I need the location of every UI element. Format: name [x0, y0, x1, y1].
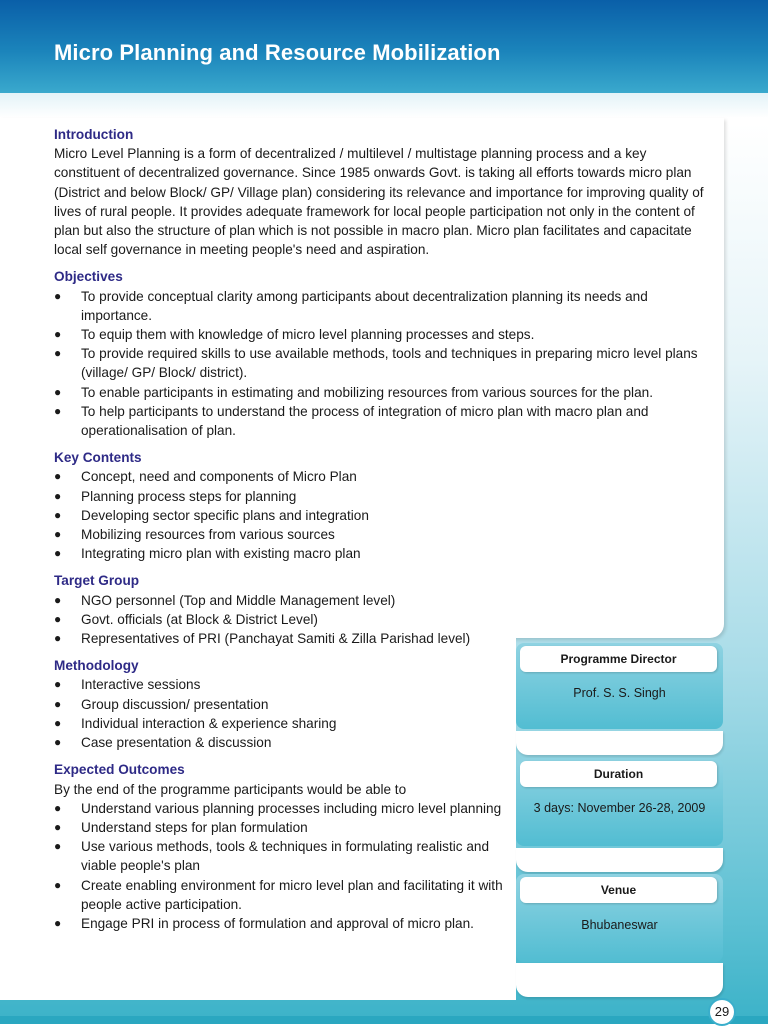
bullet-icon: ●: [54, 346, 62, 361]
bullet-icon: ●: [54, 327, 62, 342]
objectives-list: [54, 287, 704, 441]
list-item: ● Understand steps for plan formulation: [54, 818, 514, 837]
list-item: ● Representatives of PRI (Panchayat Samiti & Zilla Parishad level): [54, 629, 704, 648]
key-contents-list: [54, 467, 704, 563]
list-item: ● NGO personnel (Top and Middle Management level): [54, 591, 704, 610]
bullet-icon: ●: [54, 288, 62, 303]
methodology-list: [54, 675, 704, 752]
bullet-icon: ●: [54, 527, 62, 542]
expected-outcomes-intro: By the end of the programme participants would be able to: [54, 781, 407, 797]
venue-value: Bhubaneswar: [581, 918, 658, 932]
duration-label: Duration: [520, 761, 717, 787]
bullet-icon: ●: [54, 403, 62, 418]
venue-label: Venue: [520, 877, 717, 903]
bullet-icon: ●: [54, 735, 62, 750]
list-item: ● Use various methods, tools & techniques in formulating realistic and viable people's plan: [54, 839, 490, 874]
header-banner: [0, 0, 768, 93]
methodology-heading: Methodology: [54, 658, 139, 674]
list-item: ● Understand various planning processes including micro level planning: [54, 799, 514, 818]
list-item: ● Individual interaction & experience sharing: [54, 714, 704, 733]
list-item: ● Planning process steps for planning: [54, 487, 704, 506]
programme-director-value: Prof. S. S. Singh: [573, 686, 666, 700]
list-item: ● Mobilizing resources from various sources: [54, 525, 704, 544]
list-item: ● Govt. officials (at Block & District Level): [54, 610, 704, 629]
bullet-icon: ●: [54, 611, 62, 626]
list-item: ● To enable participants in estimating and mobilizing resources from various sources for the plan.: [54, 383, 704, 402]
list-item: ● Case presentation & discussion: [54, 733, 704, 752]
target-group-list: [54, 591, 704, 649]
bullet-icon: ●: [54, 488, 62, 503]
page-number: 29: [708, 998, 736, 1026]
programme-director-label: Programme Director: [520, 646, 717, 672]
target-group-heading: Target Group: [54, 573, 140, 589]
list-item: ● Group discussion/ presentation: [54, 695, 704, 714]
introduction-heading: Introduction: [54, 127, 134, 142]
bullet-icon: ●: [54, 819, 62, 834]
bullet-icon: ●: [54, 839, 62, 854]
list-item: ● To provide conceptual clarity among participants about decentralization planning its needs and importance.: [54, 288, 648, 323]
objectives-heading: Objectives: [54, 269, 123, 285]
list-item: ● Developing sector specific plans and integration: [54, 506, 704, 525]
duration-value: 3 days: November 26-28, 2009: [533, 801, 706, 815]
header-rule: [0, 93, 768, 118]
list-item: ● Interactive sessions: [54, 675, 704, 694]
expected-outcomes-heading: Expected Outcomes: [54, 762, 185, 778]
bullet-icon: ●: [54, 696, 62, 711]
bullet-icon: ●: [54, 800, 62, 815]
key-contents-heading: Key Contents: [54, 450, 142, 466]
expected-outcomes-list: [54, 799, 514, 933]
list-item: ● To help participants to understand the process of integration of micro plan with macro plan and operationalisation of plan.: [54, 403, 649, 439]
list-item: ● To equip them with knowledge of micro level planning processes and steps.: [54, 325, 704, 344]
bullet-icon: ●: [54, 631, 62, 646]
bullet-icon: ●: [54, 546, 62, 561]
list-item: ● Engage PRI in process of formulation and approval of micro plan.: [54, 914, 514, 933]
bullet-icon: ●: [54, 384, 62, 399]
list-item: ● To provide required skills to use available methods, tools and techniques in preparing micro level plans (village/ GP/ Block/ district).: [54, 346, 698, 381]
bullet-icon: ●: [54, 877, 62, 892]
list-item: ● Concept, need and components of Micro Plan: [54, 467, 704, 486]
bullet-icon: ●: [54, 715, 62, 730]
bullet-icon: ●: [54, 592, 62, 607]
bullet-icon: ●: [54, 915, 62, 930]
list-item: ● Create enabling environment for micro level plan and facilitating it with people active participation.: [54, 877, 503, 912]
bullet-icon: ●: [54, 677, 62, 692]
sidebar-divider-tab: [516, 963, 723, 997]
page-title: Micro Planning and Resource Mobilization: [54, 40, 501, 65]
list-item: ● Integrating micro plan with existing macro plan: [54, 544, 704, 563]
footer-bar: [0, 1016, 768, 1024]
introduction-text: Micro Level Planning is a form of decentralized / multilevel / multistage planning process and a key constituent of decentralized governance. Since 1985 onwards Govt. is taking all efforts towards micro plan (District and below Block/ GP/ Village plan) considering its relevance and importance for improving quality of lives of rural people. It provides adequate framework for local people participation not only in the content of plan but also the structure of plan which is not possible in macro plan. Micro plan facilitates and capacitate local self governance in meeting people's need and aspiration.: [54, 146, 704, 258]
bullet-icon: ●: [54, 469, 62, 484]
main-content: [54, 125, 704, 941]
bullet-icon: ●: [54, 507, 62, 522]
